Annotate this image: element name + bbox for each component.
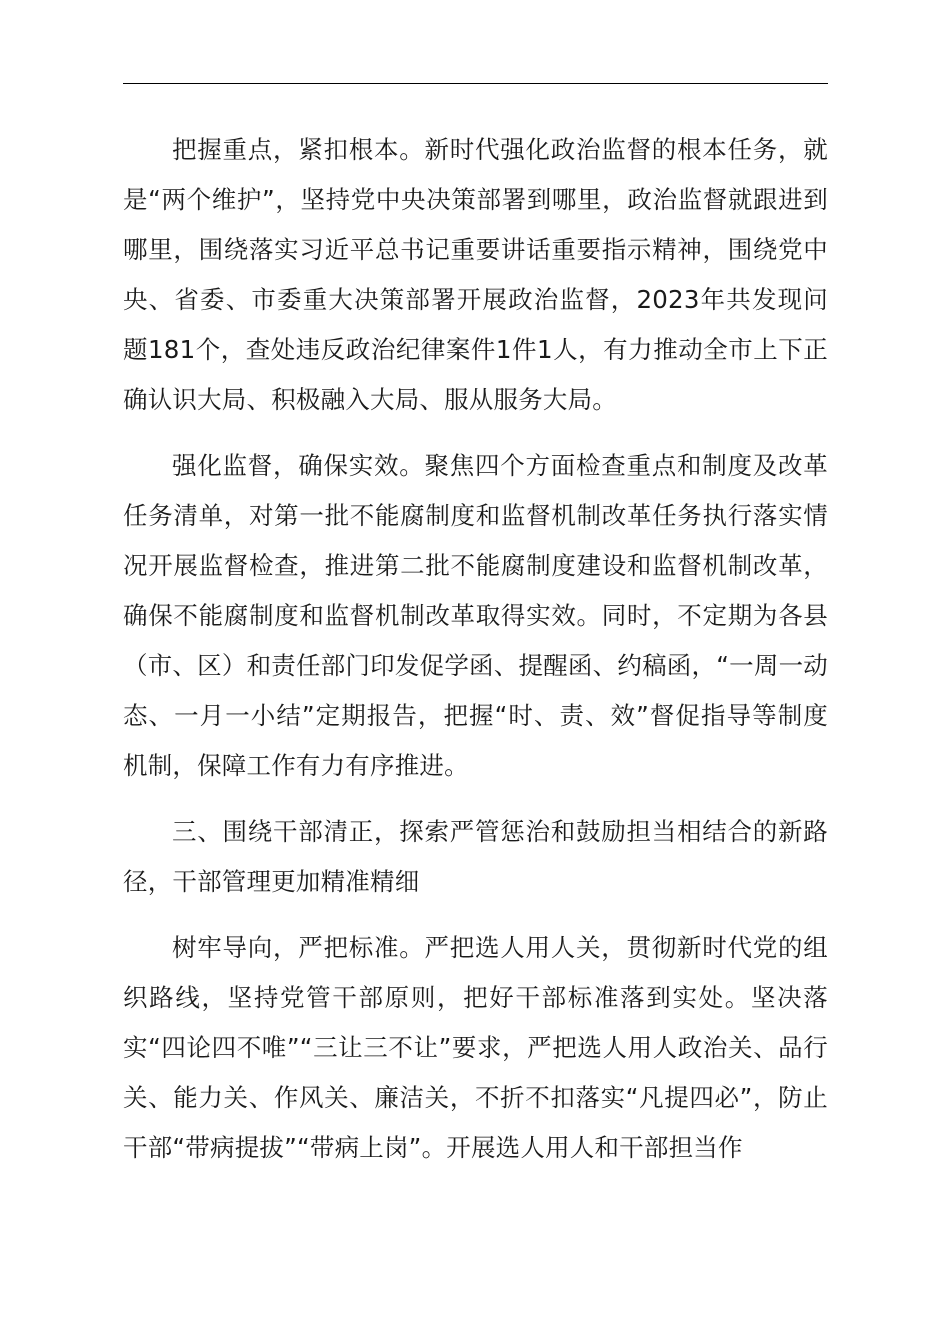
paragraph-strengthen-supervision: 强化监督，确保实效。聚焦四个方面检查重点和制度及改革任务清单，对第一批不能腐制度和监督机制改革任务执行落实情况开展监督检查，推进第二批不能腐制度建设和监督机制改革，确保不能腐制度和监督机制改革取得实效。同时，不定期为各县（市、区）和责任部门印发促学函、提醒函、约稿函，“一周一动态、一月一小结”定期报告，把握“时、责、效”督促指导等制度机制，保障工作有力有序推进。	[123, 451, 828, 780]
paragraph-political-supervision: 把握重点，紧扣根本。新时代强化政治监督的根本任务，就是“两个维护”，坚持党中央决策部署到哪里，政治监督就跟进到哪里，围绕落实习近平总书记重要讲话重要指示精神，围绕党中央、省委、市委重大决策部署开展政治监督，2023年共发现问题181个，查处违反政治纪律案件1件1人，有力推动全市上下正确认识大局、积极融入大局、服从服务大局。	[123, 135, 828, 414]
section-heading-cadre-management: 三、围绕干部清正，探索严管惩治和鼓励担当相结合的新路径，干部管理更加精准精细	[123, 817, 828, 896]
header-rule	[123, 83, 828, 84]
paragraph-selection-standards: 树牢导向，严把标准。严把选人用人关，贯彻新时代党的组织路线，坚持党管干部原则，把好干部标准落到实处。坚决落实“四论四不唯”“三让三不让”要求，严把选人用人政治关、品行关、能力关、作风关、廉洁关，不折不扣落实“凡提四必”，防止干部“带病提拔”“带病上岗”。开展选人用人和干部担当作	[123, 933, 828, 1162]
document-body	[123, 125, 828, 1189]
